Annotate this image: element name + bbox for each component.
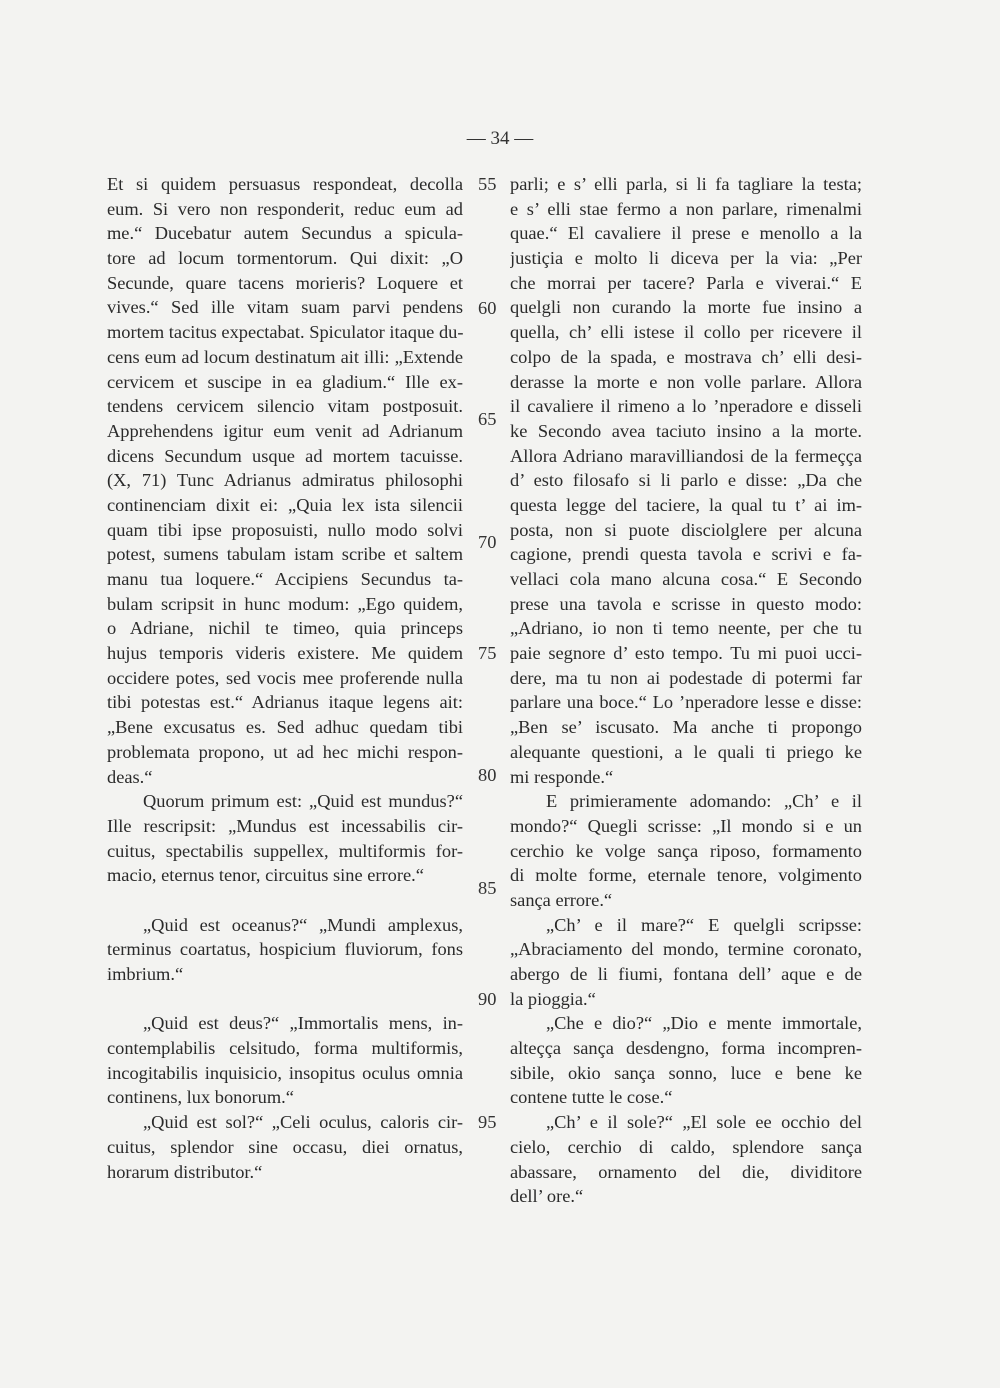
text-line: mi responde.“ bbox=[510, 766, 614, 787]
text-line: la pioggia.“ bbox=[510, 988, 596, 1009]
text-line: alteçça sança desdengno, forma incompren- bbox=[510, 1038, 862, 1059]
italian-paragraph-3 bbox=[510, 913, 862, 1012]
text-line: cagione, prendi questa tavola e scrivi e fa- bbox=[510, 544, 862, 565]
text-line: „Ch’ e il mare?“ E quelgli scripsse: bbox=[546, 914, 862, 935]
text-line: mortem tacitus expectabat. Spiculator itaque du- bbox=[107, 322, 463, 343]
text-line: Quorum primum est: „Quid est mundus?“ bbox=[143, 791, 463, 812]
italian-paragraph-4 bbox=[510, 1011, 862, 1110]
text-line: terminus coartatus, hospicium fluviorum, fons bbox=[107, 939, 463, 960]
text-line: abassare, ornamento del die, dividitore bbox=[510, 1161, 862, 1182]
line-number: 60 bbox=[478, 297, 497, 318]
text-line: cervicem et suscipe in ea gladium.“ Ille ex- bbox=[107, 371, 463, 392]
text-line: alequante questioni, a le quali ti priego ke bbox=[510, 741, 862, 762]
text-line: imbrium.“ bbox=[107, 964, 184, 984]
text-line: quam tibi ipse proposuisti, nullo modo solvi bbox=[107, 519, 463, 540]
italian-paragraph-2 bbox=[510, 789, 862, 912]
text-line: cerchio ke volge sança riposo, formamento bbox=[510, 840, 862, 861]
latin-paragraph-4 bbox=[107, 1011, 463, 1110]
text-line: sibile, okio sança sonno, luce e bene ke bbox=[510, 1062, 862, 1083]
text-line: vellaci cola mano alcuna cosa.“ E Secondo bbox=[510, 569, 862, 589]
text-line: „Quid est sol?“ „Celi oculus, caloris cir- bbox=[143, 1112, 463, 1133]
text-line: continens, lux bonorum.“ bbox=[107, 1087, 294, 1108]
text-line: parli; e s’ elli parla, si li fa tagliare la testa; bbox=[510, 174, 862, 194]
text-line: continenciam dixit ei: „Quia lex ista silencii bbox=[107, 494, 463, 515]
text-line: horarum distributor.“ bbox=[107, 1161, 263, 1182]
text-line: tore ad locum tormentorum. Qui dixit: „O bbox=[107, 248, 463, 269]
text-line: „Che e dio?“ „Dio e mente immortale, bbox=[546, 1013, 862, 1034]
text-line: cielo, cerchio di caldo, splendore sança bbox=[510, 1136, 862, 1157]
text-line: cens eum ad locum destinatum ait illi: „Extende bbox=[107, 346, 463, 367]
line-number: 70 bbox=[478, 532, 497, 552]
text-line: quelgli non curando la morte fue insino a bbox=[510, 297, 862, 318]
text-line: colpo de la spada, e mostrava ch’ elli desi- bbox=[510, 346, 862, 367]
text-line: „Ch’ e il sole?“ „El sole ee occhio del bbox=[546, 1112, 862, 1133]
text-line: Apprehendens igitur eum venit ad Adrianum bbox=[107, 420, 463, 441]
line-number: 80 bbox=[478, 765, 497, 785]
text-line: ke Secondo avea taciuto insino a la morte. bbox=[510, 420, 862, 441]
text-line: parlare una boce.“ Lo ’nperadore lesse e disse: bbox=[510, 692, 862, 713]
line-number: 55 bbox=[478, 174, 497, 194]
text-line: che morrai per tacere? Parla e viverai.“ E bbox=[510, 272, 862, 293]
line-number: 90 bbox=[478, 989, 497, 1009]
italian-paragraph-5 bbox=[510, 1110, 862, 1209]
latin-column bbox=[107, 172, 463, 1184]
text-line: manu tua loquere.“ Accipiens Secundus ta- bbox=[107, 569, 463, 589]
latin-paragraph-3 bbox=[107, 913, 463, 987]
text-line: tibi potestas est.“ Adrianus itaque legens ait: bbox=[107, 692, 463, 713]
text-line: il cavaliere il rimeno a lo ’nperadore e disseli bbox=[510, 396, 862, 417]
page-number: — 34 — bbox=[466, 128, 534, 149]
text-line: di molte forme, eternale tenore, volgimento bbox=[510, 865, 862, 886]
text-line: prese una tavola e scrisse in questo modo: bbox=[510, 593, 862, 614]
text-line: Ille rescripsit: „Mundus est incessabilis cir- bbox=[107, 815, 463, 836]
text-line: problemata propono, ut ad hec michi respon- bbox=[107, 741, 463, 762]
text-line: me.“ Ducebatur autem Secundus a spicula- bbox=[107, 223, 463, 244]
line-number: 95 bbox=[478, 1112, 497, 1132]
text-line: quella, ch’ elli istese il collo per ricevere il bbox=[510, 322, 862, 343]
text-line: „Abraciamento del mondo, termine coronato, bbox=[510, 939, 862, 960]
latin-paragraph-5 bbox=[107, 1110, 463, 1184]
text-line: paie segnore d’ esto tempo. Tu mi puoi ucci- bbox=[510, 643, 862, 664]
text-line: E primieramente adomando: „Ch’ e il bbox=[546, 791, 862, 812]
text-line: „Adriano, io non ti temo neente, per che tu bbox=[510, 618, 862, 639]
text-line: cuitus, splendor sine occasu, diei ornatus, bbox=[107, 1136, 463, 1157]
text-line: o Adriane, nichil te timeo, quia princeps bbox=[107, 618, 463, 639]
text-line: occidere potes, sed vocis mee proferende nulla bbox=[107, 667, 463, 688]
text-line: quae.“ El cavaliere il prese e menollo a la bbox=[510, 223, 862, 244]
text-line: justiçia e molto li diceva per la via: „Per bbox=[510, 248, 862, 269]
text-line: d’ esto filosafo si li parlo e disse: „Da che bbox=[510, 470, 862, 491]
text-line: Secunde, quare tacens morieris? Loquere et bbox=[107, 272, 463, 293]
text-line: Allora Adriano maravilliandosi de la fermeçça bbox=[510, 445, 862, 466]
text-line: (X, 71) Tunc Adrianus admiratus philosophi bbox=[107, 470, 463, 491]
text-line: dicens Secundum usque ad mortem tacuisse. bbox=[107, 445, 463, 466]
text-line: e s’ elli stae fermo a non parlare, rimenalmi bbox=[510, 198, 862, 219]
latin-paragraph-1 bbox=[107, 172, 463, 789]
text-line: potest, sumens tabulam istam scribe et saltem bbox=[107, 544, 463, 565]
text-line: Et si quidem persuasus respondeat, decolla bbox=[107, 174, 463, 194]
text-line: hujus temporis videris existere. Me quidem bbox=[107, 643, 463, 664]
text-line: bulam scripsit in hunc modum: „Ego quidem, bbox=[107, 593, 463, 614]
text-line: eum. Si vero non responderit, reduc eum ad bbox=[107, 198, 463, 219]
line-number: 65 bbox=[478, 409, 497, 429]
text-line: questa legge del taciere, la qual tu t’ ai im- bbox=[510, 494, 862, 515]
text-line: dell’ ore.“ bbox=[510, 1186, 584, 1207]
italian-column bbox=[510, 172, 862, 1209]
line-number: 75 bbox=[478, 643, 497, 663]
text-line: abergo de li fiumi, fontana dell’ aque e de bbox=[510, 964, 862, 984]
text-line: tendens cervicem silencio vitam postposuit. bbox=[107, 396, 463, 417]
text-line: dere, ma tu non ai podestade di potermi far bbox=[510, 667, 862, 688]
line-number: 85 bbox=[478, 878, 497, 898]
text-line: „Bene excusatus es. Sed adhuc quedam tibi bbox=[107, 717, 463, 738]
text-line: deas.“ bbox=[107, 766, 153, 787]
text-line: vives.“ Sed ille vitam suam parvi pendens bbox=[107, 297, 463, 318]
latin-paragraph-2 bbox=[107, 789, 463, 888]
text-line: contene tutte le cose.“ bbox=[510, 1087, 673, 1108]
text-line: sança errore.“ bbox=[510, 889, 613, 910]
text-line: contemplabilis celsitudo, forma multiformis, bbox=[107, 1038, 463, 1059]
text-line: macio, eternus tenor, circuitus sine errore.“ bbox=[107, 865, 424, 886]
text-line: derasse la morte e non volle parlare. Allora bbox=[510, 371, 862, 392]
text-line: cuitus, spectabilis suppellex, multiformis for- bbox=[107, 840, 463, 861]
text-line: „Quid est oceanus?“ „Mundi amplexus, bbox=[143, 914, 463, 935]
text-line: „Quid est deus?“ „Immortalis mens, in- bbox=[143, 1013, 463, 1034]
italian-paragraph-1 bbox=[510, 172, 862, 789]
text-line: mondo?“ Quegli scrisse: „Il mondo si e un bbox=[510, 815, 862, 836]
text-line: incogitabilis inquisicio, insopitus oculus omnia bbox=[107, 1062, 463, 1083]
text-line: posta, non si puote disciolglere per alcuna bbox=[510, 519, 862, 540]
text-line: „Ben se’ iscusato. Ma anche ti propongo bbox=[510, 717, 862, 738]
